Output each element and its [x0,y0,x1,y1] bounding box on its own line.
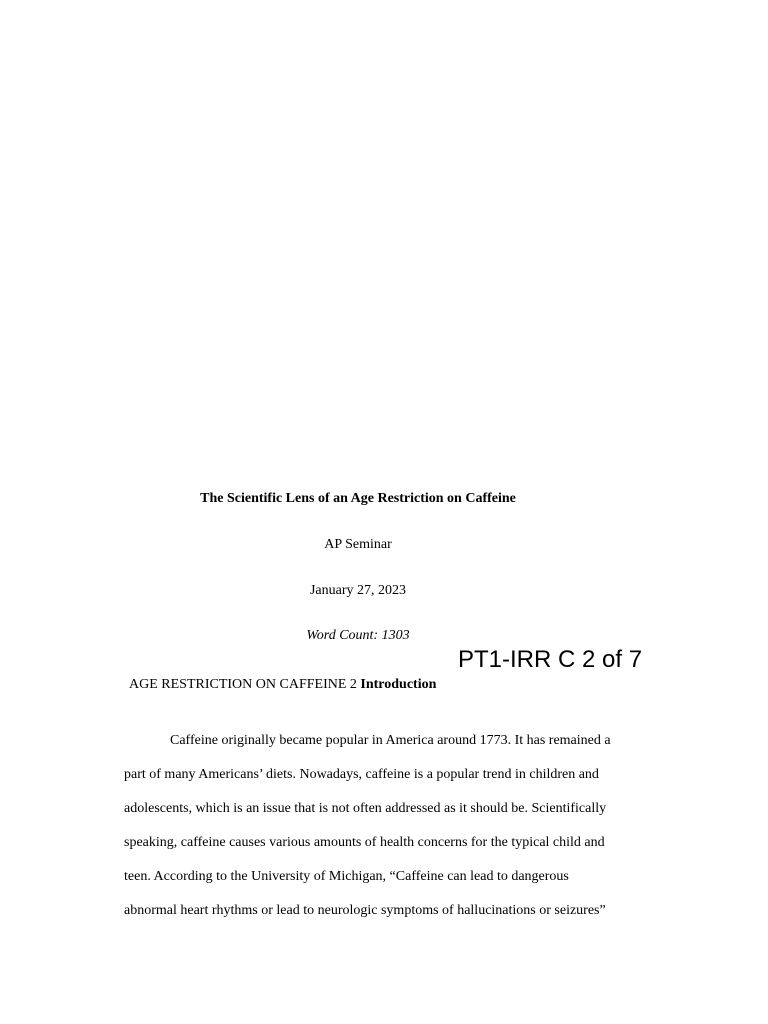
body-paragraph [124,724,654,928]
body-line: Caffeine originally became popular in America around 1773. It has remained a [170,733,611,748]
body-line: abnormal heart rhythms or lead to neurologic symptoms of hallucinations or seizures” [124,903,606,918]
document-date: January 27, 2023 [309,583,407,598]
course-name: AP Seminar [324,537,392,552]
body-line: teen. According to the University of Michigan, “Caffeine can lead to dangerous [124,869,569,884]
body-line: speaking, caffeine causes various amounts of health concerns for the typical child and [124,835,605,850]
body-line: adolescents, which is an issue that is not often addressed as it should be. Scientifically [124,801,607,816]
word-count: Word Count: 1303 [306,628,410,643]
body-line: part of many Americans’ diets. Nowadays, caffeine is a popular trend in children and [124,767,599,782]
running-head [129,676,436,694]
running-head-text: AGE RESTRICTION ON CAFFEINE 2 [129,677,357,692]
section-heading: Introduction [360,677,437,692]
document-stamp: PT1-IRR C 2 of 7 [458,646,643,673]
document-title: The Scientific Lens of an Age Restriction on Caffeine [200,491,516,506]
